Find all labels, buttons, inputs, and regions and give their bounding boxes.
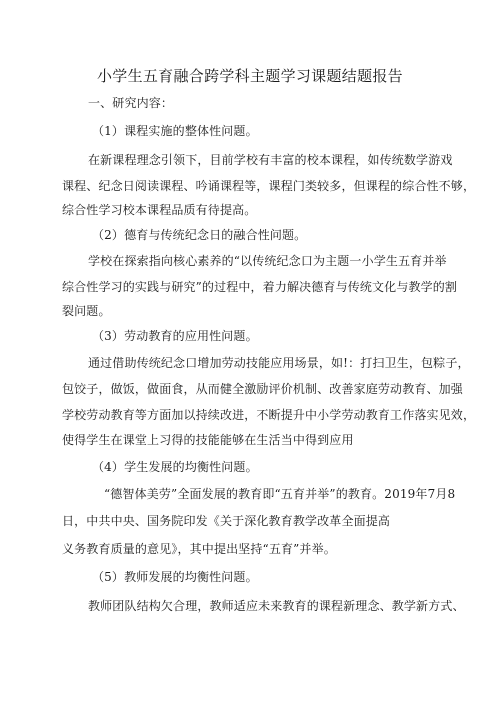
subsection-heading-5: （5）教师发展的均衡性问题。 [92,570,258,584]
subsection-heading-2: （2）德育与传统纪念日的融合性问题。 [92,228,307,242]
paragraph-line: 通过借助传统纪念口增加劳动技能应用场景，如!：打扫卫生，包粽子， [88,356,470,370]
paragraph-line: 课程、纪念日阅读课程、吟诵课程等，课程门类较多，但课程的综合性不够， [62,179,476,193]
paragraph-line: 学校在探索指向核心素养的“以传统纪念口为主题一小学生五育并举 [88,254,447,268]
paragraph-line: 教师团队结构欠合理，教师适应未来教育的课程新理念、教学新方式、 [88,599,465,613]
subsection-heading-1: （1）课程实施的整体性问题。 [92,124,258,138]
paragraph-line: 日，中共中央、国务院印发《关于深化教育教学改革全面提高 [62,514,391,528]
paragraph-line: 综合性学习的实践与研究”的过程中，着力解决德育与传统文化与教学的割 [62,280,458,294]
paragraph-line: “德智体美劳”全面发展的教育即“五育并举”的教育。2019年7月8 [104,487,456,501]
paragraph-line: 使得学生在课堂上习得的技能能够在生活当中得到应用 [62,433,354,447]
paragraph-line: 义务教育质量的意见》，其中提出坚持“五育”并举。 [62,542,336,556]
paragraph-line: 包饺子，做饭，做面食，从而健全激励评价机制、改善家庭劳动教育、加强 [62,382,463,396]
paragraph-line: 综合性学习校本课程品质有待提高。 [62,203,257,217]
subsection-heading-3: （3）劳动教育的应用性问题。 [92,329,258,343]
section-heading: 一、研究内容： [88,96,174,110]
subsection-heading-4: （4）学生发展的均衡性问题。 [92,460,258,474]
paragraph-line: 在新课程理念引领下，目前学校有丰富的校本课程，如传统数学游戏 [88,153,453,167]
paragraph-line: 学校劳动教育等方面加以持续改进，不断提升中小学劳动教育工作落实见效， [62,408,476,422]
report-title: 小学生五育融合跨学科主题学习课题结题报告 [96,67,403,85]
paragraph-line: 裂问题。 [62,304,111,318]
